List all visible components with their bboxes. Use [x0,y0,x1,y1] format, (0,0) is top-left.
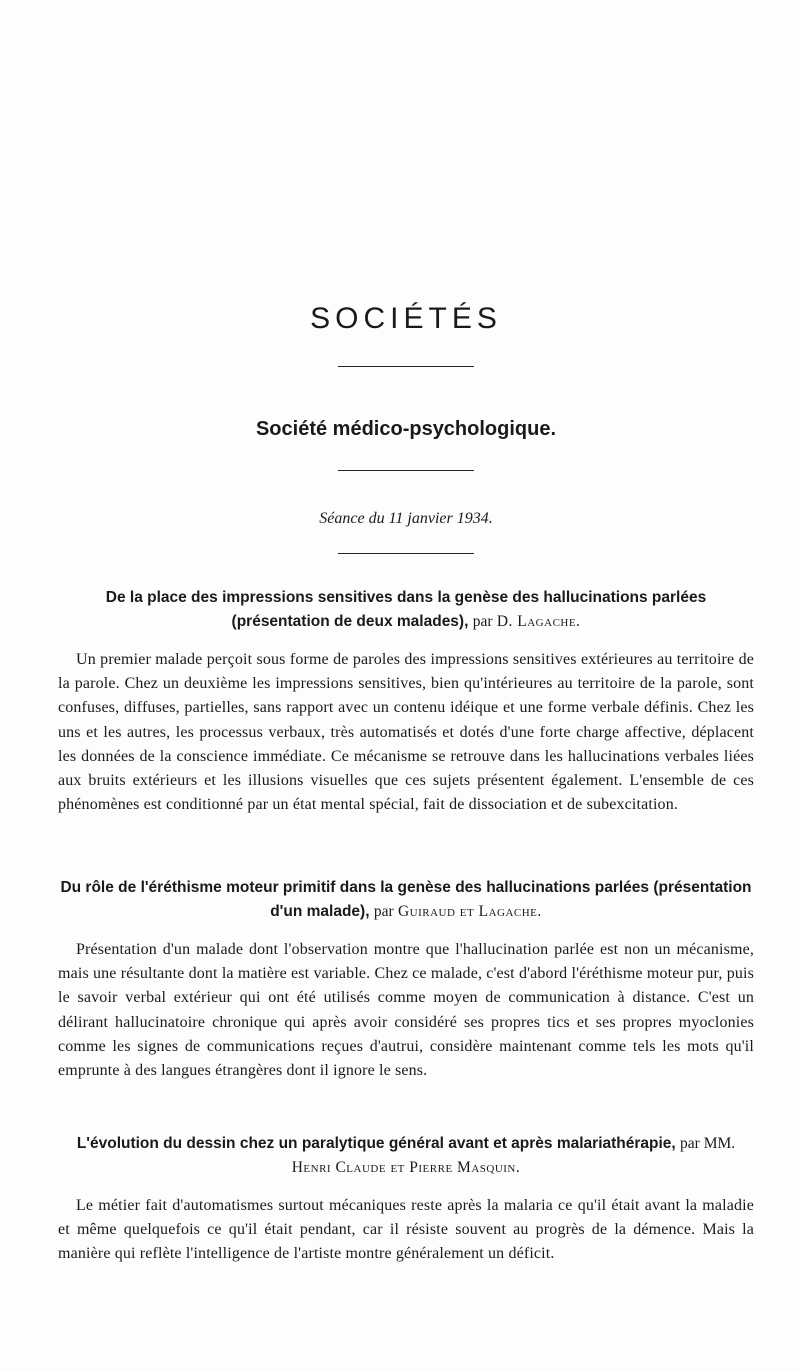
article-authors: Guiraud et Lagache. [397,903,542,920]
article-by: par [472,613,493,630]
article-title: Du rôle de l'éréthisme moteur primitif dans la genèse des hallucinations parlées (présentation d'un malade), [60,879,752,920]
article-text: Le métier fait d'automatismes surtout mécaniques reste après la malaria ce qu'il était avant la maladie et même quelquefois ce qu'il était pendant, car il résiste souvent au progrès de la démence. Mais la manière qui reflète l'intelligence de l'artiste montre généralement un déficit. [58,1197,754,1263]
divider [338,470,474,471]
article-text: Présentation d'un malade dont l'observation montre que l'hallucination parlée est non un mécanisme, mais une résultante dont la matière est variable. Chez ce malade, c'est d'abord l'éréthisme moteur pur, puis le savoir verbal extérieur qui ont été utilisés comme moyen de communication à distance. C'est un délirant hallucinatoire chronique qui après avoir considéré ses propres tics et ses propres myoclonies comme les signes de communications reçues d'autrui, considère maintenant comme tels les mots qu'il emprunte à des langues étrangères dont il ignore le sens. [58,941,754,1080]
divider [338,366,474,367]
article [58,1132,754,1267]
article-text: Un premier malade perçoit sous forme de paroles des impressions sensitives extérieures au territoire de la parole. Chez un deuxième les impressions sensitives, bien qu'intérieures au territoire de la parole, sont confuses, diffuses, partielles, sans rapport avec un contenu idéique et une forme verbale définis. Chez les uns et les autres, les processus verbaux, très automatisés et dotés d'une forte charge affective, déplacent les données de la conscience immédiate. Ce mécanisme se retrouve dans les hallucinations verbales liées aux bruits extérieurs et les illusions visuelles que ces sujets présentent également. L'ensemble de ces phénomènes est conditionné par un état mental spécial, fait de dissociation et de subexcitation. [58,651,754,814]
article-by: par MM. [680,1135,736,1152]
divider [338,553,474,554]
article-heading [58,1132,754,1180]
society-name: Société médico-psychologique. [255,418,557,440]
article-by: par [373,903,394,920]
session-date: Séance du 11 janvier 1934. [319,510,493,527]
article-authors: D. Lagache. [496,613,581,630]
article [58,876,754,1083]
article-heading [58,586,754,634]
section-title: SOCIÉTÉS [310,302,502,335]
article [58,586,754,817]
article-title: L'évolution du dessin chez un paralytique général avant et après malariathérapie, [76,1135,676,1152]
article-title: De la place des impressions sensitives dans la genèse des hallucinations parlées (présentation de deux malades), [105,589,707,630]
article-heading [58,876,754,924]
article-authors: Henri Claude et Pierre Masquin. [291,1159,521,1176]
